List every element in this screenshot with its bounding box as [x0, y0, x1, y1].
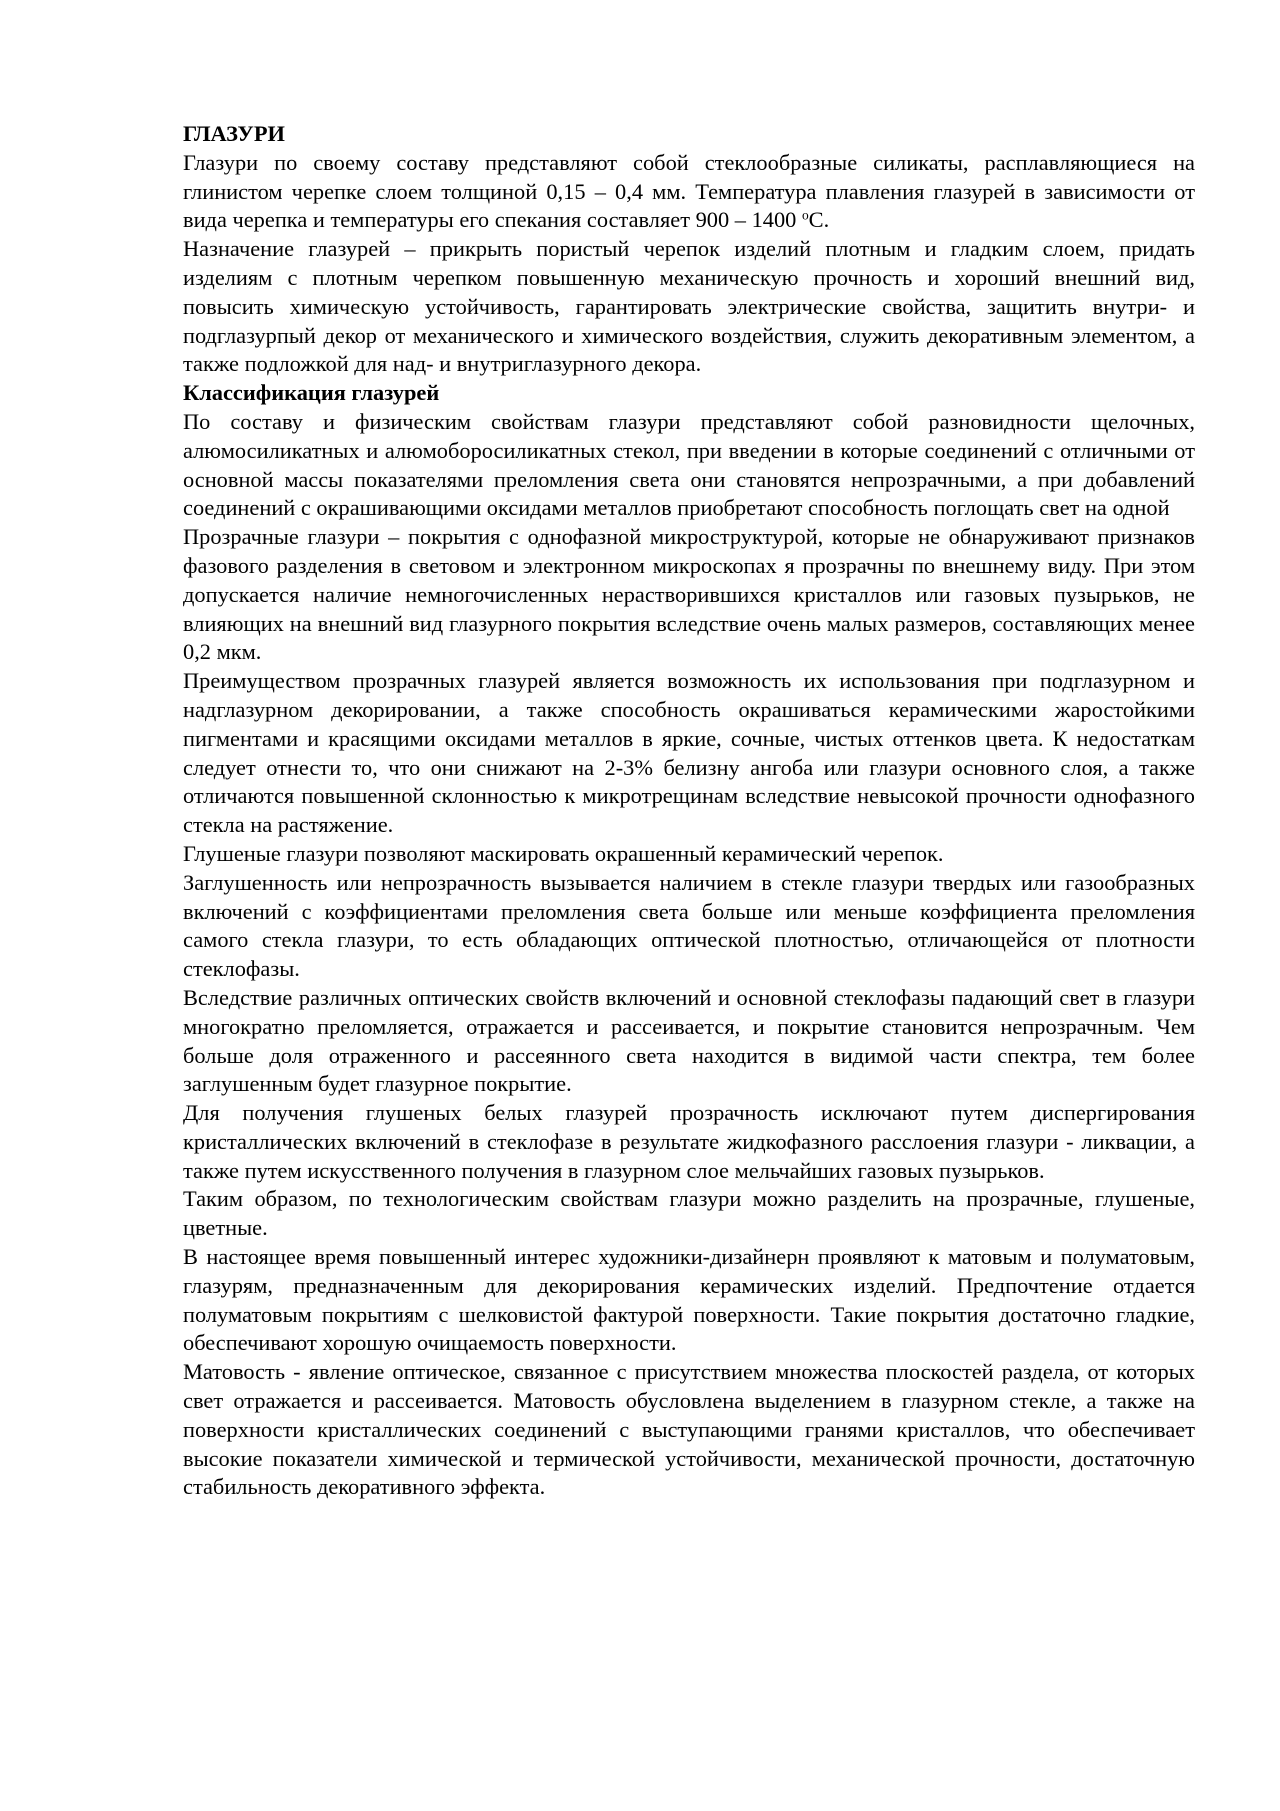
paragraph-composition	[183, 149, 1195, 235]
document-page	[183, 120, 1195, 1502]
paragraph-purpose: Назначение глазурей – прикрыть пористый черепок изделий плотным и гладким слоем, придать изделиям с плотным черепком повышенную механическую прочность и хороший внешний вид, повысить химическую устойчивость, гарантировать электрические свойства, защитить внутри- и подглазурпый декор от механического и химического воздействия, служить декоративным элементом, а также подложкой для над- и внутриглазурного декора.	[183, 236, 1195, 377]
paragraph-transparent-advantages: Преимуществом прозрачных глазурей является возможность их использования при подглазурном и надглазурном декорировании, а также способность окрашиваться керамическими жаростойкими пигментами и красящими оксидами металлов в яркие, сочные, чистых оттенков цвета. К недостаткам следует отнести то, что они снижают на 2-3% белизну ангоба или глазури основного слоя, а также отличаются повышенной склонностью к микротрещинам вследствие невысокой прочности однофазного стекла на растяжение.	[183, 668, 1195, 838]
paragraph-matte-interest: В настоящее время повышенный интерес художники-дизайнерн проявляют к матовым и полуматовым, глазурям, предназначенным для декорирования керамических изделий. Предпочтение отдается полуматовым покрытиям с шелковистой фактурой поверхности. Такие покрытия достаточно гладкие, обеспечивают хорошую очищаемость поверхности.	[183, 1244, 1195, 1356]
paragraph-opacity-cause: Заглушенность или непрозрачность вызывается наличием в стекле глазури твердых или газообразных включений с коэффициентами преломления света больше или меньше коэффициента преломления самого стекла глазури, то есть обладающих оптической плотностью, отличающейся от плотности стеклофазы.	[183, 869, 1195, 982]
paragraph-glaze-types: Таким образом, по технологическим свойствам глазури можно разделить на прозрачные, глушеные, цветные.	[183, 1186, 1195, 1241]
paragraph-light-scattering: Вследствие различных оптических свойств включений и основной стеклофазы падающий свет в глазури многократно преломляется, отражается и рассеивается, и покрытие становится непрозрачным. Чем больше доля отраженного и рассеянного света находится в видимой части спектра, тем более заглушенным будет глазурное покрытие.	[183, 984, 1195, 1097]
degree-superscript: о	[801, 208, 809, 223]
paragraph-classification: По составу и физическим свойствам глазури представляют собой разновидности щелочных, алюмосиликатных и алюмоборосиликатных стекол, при введении в которые соединений с отличными от основной массы показателями преломления света они становятся непрозрачными, а при добавлений соединений с окрашивающими оксидами металлов приобретают способность поглощать свет на одной	[183, 408, 1195, 521]
document-title: ГЛАЗУРИ	[183, 121, 285, 146]
paragraph-opaque-glazes: Глушеные глазури позволяют маскировать окрашенный керамический черепок.	[183, 840, 944, 866]
paragraph-transparent-glazes: Прозрачные глазури – покрытия с однофазной микроструктурой, которые не обнаруживают признаков фазового разделения в световом и электронном микроскопах я прозрачны по внешнему виду. При этом допускается наличие немногочисленных нерастворившихся кристаллов или газовых пузырьков, не влияющих на внешний вид глазурного покрытия вследствие очень малых размеров, составляющих менее 0,2 мкм.	[183, 524, 1195, 665]
paragraph-white-glazes: Для получения глушеных белых глазурей прозрачность исключают путем диспергирования кристаллических включений в стеклофазе в результате жидкофазного расслоения глазури - ликвации, а также путем искусственного получения в глазурном слое мельчайших газовых пузырьков.	[183, 1100, 1195, 1183]
paragraph-composition-text: Глазури по своему составу представляют собой стеклообразные силикаты, расплавляющиеся на глинистом черепке слоем толщиной 0,15 – 0,4 мм. Температура плавления глазурей в зависимости от вида черепка и температуры его спекания составляет 900 – 1400	[183, 149, 1195, 233]
section-title-classification: Классификация глазурей	[183, 380, 440, 406]
paragraph-composition-end: С.	[808, 207, 830, 233]
paragraph-matteness: Матовость - явление оптическое, связанное с присутствием множества плоскостей раздела, от которых свет отражается и рассеивается. Матовость обусловлена выделением в глазурном стекле, а также на поверхности кристаллических соединений с выступающими гранями кристаллов, что обеспечивает высокие показатели химической и термической устойчивости, механической прочности, достаточную стабильность декоративного эффекта.	[183, 1359, 1195, 1500]
